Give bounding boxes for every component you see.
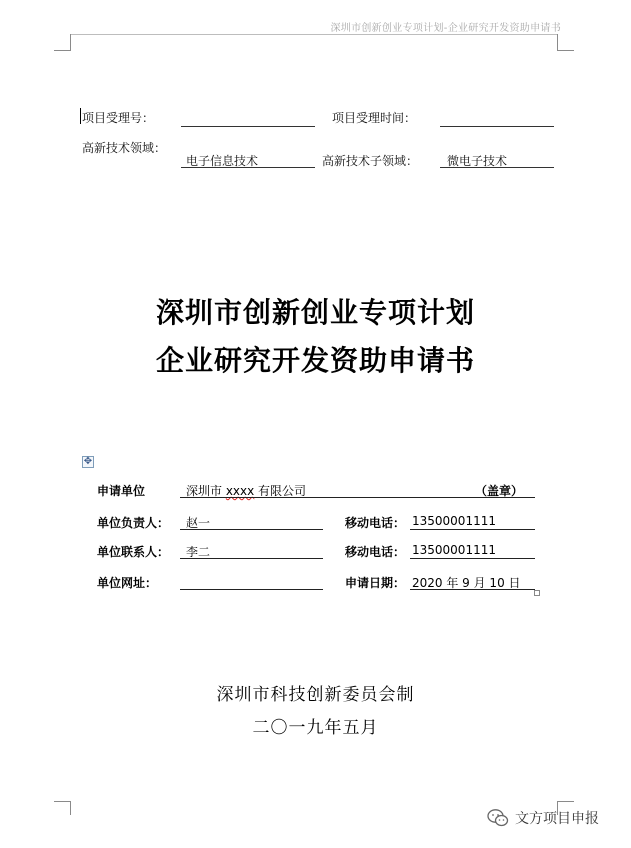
unit-website-underline [180, 589, 323, 590]
applicant-unit-underline [180, 497, 535, 498]
mobile-1-label: 移动电话： [345, 516, 406, 530]
mobile-2-label: 移动电话： [345, 545, 406, 559]
unit-website-label: 单位网址： [97, 576, 158, 590]
document-title-line-1: 深圳市创新创业专项计划 [155, 296, 475, 329]
tech-subfield-label: 高新技术子领域： [322, 154, 419, 168]
apply-date-underline [410, 589, 535, 590]
tech-subfield-value[interactable]: 微电子技术 [447, 154, 508, 168]
apply-date-label: 申请日期： [345, 576, 406, 590]
running-header: 深圳市创新创业专项计划-企业研究开发资助申请书 [330, 23, 561, 34]
tech-field-label: 高新技术领域： [82, 141, 167, 155]
table-move-handle-icon[interactable]: ✥ [83, 456, 93, 467]
unit-head-label: 单位负责人： [97, 516, 170, 530]
unit-head-underline [180, 529, 323, 530]
acceptance-no-label: 项目受理号： [82, 111, 155, 125]
margin-corner-top-right [557, 34, 574, 51]
unit-contact-value[interactable]: 李二 [186, 545, 211, 559]
applicant-unit-label: 申请单位 [97, 484, 146, 498]
mobile-2-value[interactable]: 13500001111 [412, 543, 496, 557]
seal-label: （盖章） [475, 484, 524, 498]
applicant-unit-suffix: 有限公司 [254, 484, 307, 498]
apply-date-value[interactable]: 2020 年 9 月 10 日 [412, 576, 521, 590]
wechat-icon [487, 808, 509, 828]
acceptance-time-field[interactable] [440, 126, 554, 127]
mobile-2-underline [410, 558, 535, 559]
applicant-unit-prefix: 深圳市 [186, 484, 226, 498]
applicant-unit-placeholder: xxxx [225, 484, 255, 498]
mobile-1-underline [410, 529, 535, 530]
unit-head-value[interactable]: 赵一 [186, 516, 211, 530]
tech-field-value[interactable]: 电子信息技术 [186, 154, 259, 168]
margin-corner-top-left [54, 34, 71, 51]
mobile-1-value[interactable]: 13500001111 [412, 514, 496, 528]
unit-contact-underline [180, 558, 323, 559]
tech-field-underline [181, 167, 315, 168]
watermark [487, 808, 599, 828]
margin-corner-bottom-left [54, 801, 71, 815]
watermark-text: 文方项目申报 [515, 811, 599, 827]
unit-contact-label: 单位联系人： [97, 545, 170, 559]
acceptance-time-label: 项目受理时间： [332, 111, 417, 125]
issuer-name: 深圳市科技创新委员会制 [216, 685, 415, 705]
issue-date: 二〇一九年五月 [252, 718, 379, 738]
acceptance-no-field[interactable] [181, 126, 315, 127]
text-cursor [80, 108, 81, 124]
tech-subfield-underline [440, 167, 554, 168]
header-rule [70, 34, 558, 35]
document-title-line-2: 企业研究开发资助申请书 [155, 344, 475, 377]
table-resize-handle-icon[interactable] [534, 590, 540, 596]
